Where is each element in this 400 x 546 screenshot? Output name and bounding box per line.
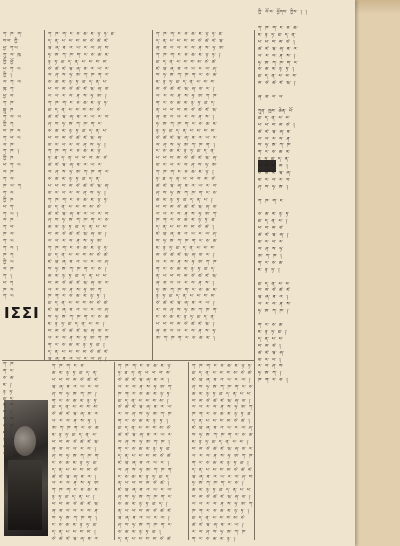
article-column-bottom-3: ཀ་ ཁ་ ག་ ང་ ཅ་ ཆ་ ཇ་ ཉ་ ཏ་ ཐ་ ད་ ན་ པ་ ཕ་ བ་ མ་ ཙ་ ཚ་ ཛ་ ཝ་ ཞ་ ཟ་ འ་ ཡ་ ར་ ལ་ ༑ ཤ་ ས་ ཧ་ ཨ་ ཀ་ ཁ་ ག་ ང་ ཅ་ ཆ་ ཇ་ ཉ་ ཏ་ ཐ་ ད་ ན་ པ་ ཕ་ བ་ མ་ ཙ་ ཚ་ ཛ་ ཝ་ ཞ་ ཟ་ ༑ འ་ ཡ་ ར་ ལ་ ཤ་ ས་ ཧ་ ཨ་ ཀ་ ཁ་ ག་ ང་ ཅ་ ཆ་ ཇ་ ཉ་ ཏ་ ཐ་ ད་ ན་ པ་ ཕ་ བ་ མ་ ཙ་ ཚ་ ༑ ཛ་ ཝ་ ཞ་ ཟ་ འ་ ཡ་ ར་ ལ་ ཤ་ ས་ ཧ་ ཨ་ ཀ་ ཁ་ ག་ ང་ ཅ་ ཆ་ ཇ་ ཉ་ ཏ་ ཐ་ ད་ ན་ པ་ ཕ་ ༑ བ་ མ་ ཙ་ ཚ་ ཛ་ ཝ་ ཞ་ ཟ་ འ་ ཡ་ ར་ ལ་ ཤ་ ས་ ཧ་ ཨ་ ཀ་ ཁ་ ག་ ང་ ཅ་ ཆ་ ཇ་ ཉ་ ཏ་ ཐ་ ༑ ད་ ན་ པ་ ཕ་ བ་ མ་ ཙ་ ཚ་ ཛ་ ཝ་ ཞ་ ཟ་ འ་ ཡ་ ར་ ལ་ ཤ་ ས་ ཧ་ ཨ་ ཀ་ ཁ་ ག་ ང་ ཅ་ ༑ ཆ་ ཇ་ ཉ་ ཏ་ ཐ་ ད་ ན་ པ་ ཕ་ བ་ མ་ ཙ་ ཚ་ ཛ་ ཝ་ ཞ་ ཟ་ ༑ འ་ ཡ་ ར་ ལ་ ཤ་ ས་ ཧ་ ཨ་ ཀ་ ཁ་ ག་ ང་ ཅ་ ཆ་ ཇ་ ཉ་ ཏ་ ༑ ཐ་ ད་ ན་ པ་ ཕ་ བ་ མ་ ཙ་ ཚ་ ཛ་ ཝ་ ཞ་ ཟ་ འ་ ཡ་ ༑ ར་ ལ་ ཤ་ ས་ ཧ་ ཨ་ ཀ་ ཁ་ ག་ ང་ ཅ་ ཆ་ ཇ་ ཉ་ ༑ [192, 364, 254, 542]
column-divider [114, 362, 115, 540]
article-column-bottom-1: ཀ་ ཁ་ ག་ ང་ ཅ་ ཆ་ ཇ་ ཉ་ ཏ་ ཐ་ ད་ ན་ པ་ ཕ་ བ་ མ་ ཙ་ ཚ་ ཛ་ ཝ་ ཞ་ ཟ་ འ་ ཡ་ ར་ ལ་ ཤ་ ས་ ཧ་ ཨ་ ཀ་ ཁ་ ༑ ག་ ང་ ཅ་ ཆ་ ཇ་ ཉ་ ཏ་ ཐ་ ད་ ན་ པ་ ཕ་ བ་ མ་ ཙ་ ཚ་ ཛ་ ཝ་ ཞ་ ཟ་ འ་ ཡ་ ར་ ལ་ ཤ་ ས་ ཧ་ ༑ ཨ་ ཀ་ ཁ་ ག་ ང་ ཅ་ ཆ་ ཇ་ ཉ་ ཏ་ ཐ་ ད་ ན་ པ་ ཕ་ བ་ མ་ ཙ་ ཚ་ ཛ་ ཝ་ ཞ་ ཟ་ འ་ ཡ་ ར་ ལ་ ༑ ཤ་ ས་ ཧ་ ཨ་ ཀ་ ཁ་ ག་ ང་ ཅ་ ཆ་ ཇ་ ཉ་ ཏ་ ཐ་ ད་ ན་ པ་ ཕ་ བ་ མ་ ཙ་ ཚ་ ཛ་ ཝ་ ཞ་ ཟ་ འ་ ༑ ཡ་ ར་ ལ་ ཤ་ ས་ ཧ་ ཨ་ ཀ་ ཁ་ ག་ ང་ ཅ་ ཆ་ ཇ་ ཉ་ ཏ་ ཐ་ ད་ ན་ པ་ ༑ ཕ་ བ་ མ་ ཙ་ ཚ་ ཛ་ ཝ་ ཞ་ ཟ་ འ་ ཡ་ ར་ ལ་ ཤ་ ས་ ཧ་ ཨ་ ཀ་ ཁ་ ག་ ༑ ང་ ཅ་ ཆ་ ཇ་ ཉ་ ཏ་ ཐ་ ད་ ན་ པ་ ཕ་ བ་ མ་ ༑ ཙ་ ཚ་ ཛ་ ཝ་ ཞ་ ཟ་ འ་ [52, 364, 100, 542]
column-divider [44, 30, 45, 360]
article-column-mid: ཀ་ ཁ་ ག་ ང་ ཅ་ ཆ་ ཇ་ ཉ་ ཏ་ ཐ་ ད་ ན་ པ་ ཕ་ བ་ མ་ ཙ་ ཚ་ ཛ་ ཝ་ ཞ་ ཟ་ འ་ ཡ་ ར་ ལ་ ཤ་ ས་ ཧ་ ཨ་ ཀ་ ཁ་ ག་ ང་ ཅ་ ཆ་ ཇ་ ཉ་ ཏ་ ཐ་ ད་ ན་ པ་ ཕ་ བ་ མ་ ཙ་ ཚ་ ཛ་ ཝ་ ཞ་ ཟ་ འ་ ཡ་ ར་ ལ་ ཤ་ ས་ ཧ་ ཨ་ ཀ་ ཁ་ ག་ ང་ ཅ་ ཆ་ ཇ་ ཉ་ ཏ་ ཐ་ ད་ ན་ པ་ ཕ་ བ་ མ་ ཙ་ ཚ་ ཛ་ ཝ་ ཞ་ ཟ་ འ་ ཡ་ ར་ ལ་ ཤ་ ས་ ཧ་ ཨ་ ༑ ཀ་ ཁ་ ག་ ང་ ཅ་ ཆ་ ཇ་ ཉ་ ཏ་ ཐ་ ད་ ན་ པ་ ཕ་ བ་ མ་ ཙ་ ཚ་ ཛ་ ཝ་ ཞ་ ཟ་ འ་ ཡ་ ར་ ལ་ ཤ་ ས་ ཧ་ ཨ་ ཀ་ ཁ་ ག་ ང་ ཅ་ ཆ་ ཇ་ ཉ་ ཏ་ ཐ་ ད་ ན་ པ་ ཕ་ བ་ མ་ ཙ་ ཚ་ ཛ་ ཝ་ ཞ་ ཟ་ འ་ ཡ་ ར་ ལ་ ཤ་ ས་ ཧ་ ༑ ཀ་ ཁ་ ག་ ང་ ཅ་ ཆ་ ཇ་ ཉ་ ཏ་ ཐ་ ད་ ན་ པ་ ཕ་ བ་ མ་ ཙ་ ཚ་ ཛ་ ཝ་ ཞ་ ཟ་ འ་ ཡ་ ར་ ལ་ ཤ་ ས་ ཧ་ ཨ་ ཀ་ ཁ་ ག་ ང་ ཅ་ ཆ་ ཇ་ ཉ་ ཏ་ ཐ་ ད་ ན་ པ་ ཕ་ བ་ མ་ ཙ་ ཚ་ ཛ་ ཝ་ ཞ་ ཟ་ འ་ ཡ་ ར་ ལ་ ཤ་ ས་ ཧ་ ༑ ཀ་ ཁ་ ག་ ང་ ཅ་ ཆ་ ཇ་ ཉ་ ཏ་ ཐ་ ད་ ན་ པ་ ཕ་ བ་ མ་ ཙ་ ཚ་ ཛ་ ཝ་ ཞ་ ཟ་ འ་ ཡ་ ར་ ལ་ ཤ་ ས་ ཧ་ ཨ་ ཀ་ ཁ་ ག་ ང་ ཅ་ ཆ་ ཇ་ ཉ་ ཏ་ ཐ་ ད་ ན་ པ་ ཕ་ བ་ མ་ ཙ་ ཚ་ ཛ་ ཝ་ ཞ་ ཟ་ ༑ འ་ ཡ་ ར་ ལ་ ཤ་ ས་ ཧ་ ཨ་ ཀ་ ཁ་ ག་ ང་ ཅ་ ཆ་ ཇ་ ཉ་ ཏ་ ཐ་ ད་ ན་ པ་ ཕ་ བ་ མ་ ཙ་ ཚ་ ཛ་ ཝ་ ཞ་ ཟ་ འ་ ཡ་ ར་ ལ་ ཤ་ ས་ ཧ་ ཨ་ ཀ་ ཁ་ ག་ ང་ ཅ་ ༑ ཆ་ ཇ་ ཉ་ ཏ་ ཐ་ ད་ ན་ པ་ ཕ་ བ་ མ་ ཙ་ ཚ་ ཛ་ ཝ་ ཞ་ ཟ་ འ་ ཡ་ ར་ ལ་ ཤ་ ས་ ཧ་ ཨ་ ཀ་ ཁ་ ག་ ང་ ཅ་ ཆ་ ཇ་ ཉ་ ཏ་ ༑ ཐ་ ད་ ན་ པ་ ཕ་ བ་ མ་ ཙ་ ཚ་ ཛ་ ཝ་ ཞ་ ཟ་ འ་ ཡ་ ར་ ལ་ ཤ་ ས་ ཧ་ ཨ་ ཀ་ ཁ་ ག་ ང་ ཅ་ ཆ་ ཇ་ ཉ་ ཏ་ ཐ་ ད་ ན་ པ་ ཕ་ ༑ བ་ མ་ ཙ་ ཚ་ ཛ་ ཝ་ ཞ་ ཟ་ འ་ ཡ་ ར་ ལ་ ཤ་ ས་ ཧ་ ཨ་ ཀ་ ཁ་ ག་ ང་ ཅ་ ཆ་ ཇ་ ཉ་ ཏ་ ཐ་ ༑ ད་ ན་ པ་ ཕ་ བ་ མ་ ཙ་ ཚ་ ཛ་ [48, 32, 115, 355]
article-column-bottom-2: ཀ་ ཁ་ ག་ ང་ ཅ་ ཆ་ ཇ་ ཉ་ ཏ་ ཐ་ ད་ ན་ པ་ ཕ་ བ་ མ་ ཙ་ ཚ་ ཛ་ ཝ་ ཞ་ ཟ་ འ་ ༑ ཡ་ ར་ ལ་ ཤ་ ས་ ཧ་ ཨ་ ཀ་ ཁ་ ག་ ང་ ཅ་ ཆ་ ཇ་ ཉ་ ཏ་ ཐ་ ད་ ན་ པ་ ཕ་ བ་ མ་ ༑ ཙ་ ཚ་ ཛ་ ཝ་ ཞ་ ཟ་ འ་ ཡ་ ར་ ལ་ ཤ་ ས་ ཧ་ ཨ་ ཀ་ ཁ་ ག་ ང་ ཅ་ ཆ་ ཇ་ ཉ་ ཏ་ ༑ ཐ་ ད་ ན་ པ་ ཕ་ བ་ མ་ ཙ་ ཚ་ ཛ་ ཝ་ ཞ་ ཟ་ འ་ ཡ་ ར་ ལ་ ཤ་ ས་ ཧ་ ཨ་ ཀ་ ཁ་ ༑ ག་ ང་ ཅ་ ཆ་ ཇ་ ཉ་ ཏ་ ཐ་ ད་ ན་ པ་ ཕ་ བ་ མ་ ཙ་ ཚ་ ཛ་ ཝ་ ཞ་ ཟ་ འ་ ཡ་ ར་ ༑ ལ་ ཤ་ ས་ ཧ་ ཨ་ ཀ་ ཁ་ ག་ ང་ ཅ་ ཆ་ ཇ་ ཉ་ ཏ་ ཐ་ ད་ ན་ པ་ ཕ་ བ་ མ་ ཙ་ ཚ་ ༑ ཛ་ ཝ་ ཞ་ ཟ་ འ་ ཡ་ ར་ ལ་ ཤ་ ས་ ཧ་ ཨ་ ཀ་ ཁ་ ག་ ང་ ཅ་ ཆ་ ཇ་ ཉ་ ཏ་ ཐ་ ད་ ༑ ན་ པ་ ཕ་ བ་ མ་ ཙ་ ཚ་ ཛ་ ཝ་ ཞ་ ཟ་ འ་ ཡ་ ར་ ལ་ ༑ ཤ་ ས་ ཧ་ ཨ་ ཀ་ ཁ་ ག་ ང་ ཅ་ ཆ་ ཇ་ ཉ་ ཏ་ ཐ་ ༑ ད་ ན་ པ་ ཕ་ བ་ མ་ ཙ་ ཚ་ [118, 364, 173, 542]
column-divider [254, 30, 255, 540]
portrait-body [8, 460, 42, 530]
column-divider [188, 362, 189, 540]
article-column-far-left: ཀ་ ཁ་ ག་ ས་བ་ ཀྱི་ ཕྱ་ ཀ་ཡ ཀུ་ ལ་ ཁུ ཀྱི་ ཕྱོ་ པ་ ཀ་ ཡ ཀྱི་ ༑ ལ་ ཀ་ ལ ཁུ་ ཀ་ ཕྱ་ ལ་ ཀ་ ཁ་ སྐུ་ ཁ ཀ་ ལ་ ཡ ཀྱི་ ཀ བ་ ཁ་ ལ ཀ་ ཕ་ ཡ ལ་ ཁ་ ཀ་ ཁ་ ༑ ཀྱི་ ཁ ཕ་ ཀ་ ཡ ལ་ ཁ་ ཀ་ ལ་ ཁ་ ཡ་ ཀ ཀ་ ལ ཀྱི་ ཁ ཕ་ ཀ་ ཀ་ ཡ ༑ ལ་ ཁ ཀ་ ཕ་ ཁ་ ལ་ ཀ་ ཡ ཀ་ ལ ༑ ཁ་ ཀ ཀྱི་ ཡ ལ་ ཁ་ ཀ་ ༑ ཕ་ ཀ ཁ་ ལ ཀ་ ཡ [3, 32, 22, 300]
headline: ΙΣΣΙ [4, 304, 40, 322]
caption-left: ཀ་ ཁ་ ག་ ང་ ཅ་ ཆ་ ཇ་ ༑ ཉ་ ཏ་ ཐ་ ད་ ན་ པ་ ཕ་ ༑ བ་ མ་ ཙ་ ཚ་ ཛ་ ༑ ཝ་ ཞ་ ཟ་ འ་ ཡ་ ༑ [3, 362, 15, 457]
underlying-sheet [348, 0, 400, 546]
portrait-face [14, 426, 36, 456]
article-column-sidebar: ཀ་ ཁ་ ག་ ང་ ཅ་ ཆ་ ཇ་ ཉ་ ཏ་ ཐ་ ད་ ན་ པ་ ཕ་ བ་ མ་ ཙ་ ༑ ཚ་ ཛ་ ཝ་ ཞ་ ཟ་ འ་ ཡ་ ར་ ལ་ ཤ་ ས་ ༑ ཧ་ ཨ་ ཀ་ ཁ་ ག་ ང་ ཅ་ ཆ་ ཇ་ ཉ་ ཏ་ ༑ ཐ་ ད་ ན་ པ་ ཕ་ བ་ མ་ ཙ་ ཚ་ ཛ་ ཝ་ ༑ ཞ་ ཟ་ འ་ ཡ་ ཀུན་ ཁྱབ་ ཆེན་ པོ་ ཐ་ ད་ ན་ པ་ ཕ་ པ་ ཕ་ བ་ མ་ ཙ་ ༑ ཚ་ ཛ་ ཝ་ ཞ་ ཟ་ འ་ ཡ་ ར་ ལ་ ཤ་ ས་ ཧ་ ཨ་ ཀ་ ཁ་ ག་ ང་ ཅ་ ཆ་ ཇ་ ཉ་ ཏ་ ཐ་ ད་ ན་ པ་ ཕ་ བ་ མ་ ༑ ཙ་ ཚ་ ཛ་ ཝ་ ཞ་ ཟ་ འ་ ཡ་ ར་ ལ་ ཤ་ ས་ ཧ་ ཨ་ ༑ ཀ་ ཁ་ ག་ ང་ ཅ་ ཆ་ ཇ་ ཉ་ ཏ་ ཐ་ ད་ ན་ པ་ ༑ ཕ་ བ་ མ་ ཙ་ ཚ་ ཛ་ ཝ་ ཞ་ ༑ ཟ་ འ་ ཡ་ ར་ ལ་ ཤ་ ས་ ཧ་ ཨ་ ཀ་ ཁ་ ༑ ག་ ང་ ཅ་ ཆ་ ཇ་ ཉ་ ཏ་ ༑ ཐ་ ད་ ན་ པ་ ཕ་ བ་ མ་ ཙ་ ཚ་ ཛ་ ཝ་ ཞ་ ཟ་ འ་ ༑ ཡ་ ར་ ལ་ ཤ་ ས་ ཧ་ ཨ་ ཀ་ ཁ་ ༑ ག་ ང་ ཅ་ ཆ་ ཇ་ ཉ་ ཏ་ ཐ་ ༑ ད་ ན་ པ་ ཕ་ བ་ མ་ ཙ་ ༑ ཚ་ ཛ་ ཝ་ ཞ་ ཟ་ འ་ ཡ་ ༑ ར་ ལ་ ཤ་ ས་ ཧ་ ཨ་ ཀ་ ༑ ཁ་ ག་ ང་ ཅ་ ༑ [258, 26, 298, 384]
top-strip-text: ཀྱི་ ལོ་བ་ ཕྱོགས་ ཀྱིས་ ༑ ༑ [258, 10, 308, 15]
section-divider [2, 360, 254, 361]
article-column-right: ཀ་ ཁ་ ག་ ང་ ཅ་ ཆ་ ཇ་ ཉ་ ཏ་ ཐ་ ད་ ན་ པ་ ཕ་ བ་ མ་ ཙ་ ཚ་ ཛ་ ཝ་ ཞ་ ཟ་ འ་ ཡ་ ར་ ལ་ ཤ་ ས་ ཧ་ ཨ་ ཀ་ ཁ་ ག་ ང་ ཅ་ ཆ་ ཇ་ ཉ་ ཏ་ ༑ ཐ་ ད་ ན་ པ་ ཕ་ བ་ མ་ ཙ་ ཚ་ ཛ་ ཝ་ ཞ་ ཟ་ འ་ ཡ་ ར་ ལ་ ཤ་ ས་ ཧ་ ཨ་ ཀ་ ཁ་ ག་ ང་ ཅ་ ཆ་ ཇ་ ཉ་ ཏ་ ཐ་ ད་ ན་ པ་ ཕ་ བ་ མ་ ཙ་ ཚ་ ཛ་ ཝ་ ཞ་ ཟ་ འ་ ༑ ཡ་ ར་ ལ་ ཤ་ ས་ ཧ་ ཨ་ ཀ་ ཁ་ ག་ ང་ ཅ་ ཆ་ ཇ་ ཉ་ ཏ་ ཐ་ ད་ ན་ པ་ ཕ་ བ་ མ་ ཙ་ ཚ་ ཛ་ ཝ་ ཞ་ ཟ་ འ་ ཡ་ ར་ ལ་ ཤ་ ས་ ༑ ཧ་ ཨ་ ཀ་ ཁ་ ག་ ང་ ཅ་ ཆ་ ཇ་ ཉ་ ཏ་ ཐ་ ད་ ན་ པ་ ཕ་ བ་ མ་ ཙ་ ཚ་ ཛ་ ཝ་ ཞ་ ཟ་ འ་ ཡ་ ར་ ལ་ ཤ་ ས་ ཧ་ ཨ་ ཀ་ ཁ་ ག་ ༑ ང་ ཅ་ ཆ་ ཇ་ ཉ་ ཏ་ ཐ་ ད་ ན་ པ་ ཕ་ བ་ མ་ ཙ་ ཚ་ ཛ་ ཝ་ ཞ་ ཟ་ འ་ ཡ་ ར་ ལ་ ཤ་ ས་ ཧ་ ཨ་ ཀ་ ཁ་ ག་ ང་ ཅ་ ཆ་ ཇ་ ཉ་ ༑ ཏ་ ཐ་ ད་ ན་ པ་ ཕ་ བ་ མ་ ཙ་ ཚ་ ཛ་ ཝ་ ཞ་ ཟ་ འ་ ཡ་ ར་ ལ་ ཤ་ ས་ ཧ་ ཨ་ ཀ་ ཁ་ ག་ ང་ ཅ་ ཆ་ ཇ་ ཉ་ ཏ་ ཐ་ ད་ ན་ པ་ ༑ ཕ་ བ་ མ་ ཙ་ ཚ་ ཛ་ ཝ་ ཞ་ ཟ་ འ་ ཡ་ ར་ ལ་ ཤ་ ས་ ཧ་ ཨ་ ཀ་ ཁ་ ག་ ང་ ཅ་ ཆ་ ཇ་ ཉ་ ཏ་ ཐ་ ད་ ན་ པ་ ཕ་ བ་ མ་ ཙ་ ཚ་ ༑ ཛ་ ཝ་ ཞ་ ཟ་ འ་ ཡ་ ར་ ལ་ ཤ་ ས་ ཧ་ ཨ་ ཀ་ ཁ་ ག་ ང་ ཅ་ ཆ་ ཇ་ ཉ་ ཏ་ ཐ་ ད་ ན་ པ་ ཕ་ བ་ མ་ ཙ་ ཚ་ ཛ་ ཝ་ ཞ་ ཟ་ འ་ ༑ ཡ་ ར་ ལ་ ཤ་ ས་ ཧ་ ཨ་ ཀ་ ཁ་ ག་ ང་ ཅ་ ཆ་ ཇ་ ཉ་ ཏ་ ཐ་ ད་ ན་ པ་ ཕ་ བ་ མ་ ཙ་ ཚ་ ཛ་ ཝ་ ཞ་ ཟ་ འ་ ཡ་ ར་ ལ་ ཤ་ ས་ ༑ ཧ་ ཨ་ ཀ་ ཁ་ ག་ ང་ ཅ་ ཆ་ ཇ་ ཉ་ ཏ་ ཐ་ ད་ ན་ པ་ ཕ་ བ་ མ་ ཙ་ ཚ་ ཛ་ ཝ་ ཞ་ ཟ་ འ་ ཡ་ ༑ ར་ ལ་ ཤ་ ས་ ཧ་ ཨ་ ཀ་ ཁ་ ག་ ང་ ཅ་ ཆ་ ཇ་ ཉ་ ཏ་ ཐ་ ད་ ན་ པ་ ཕ་ བ་ མ་ ཙ་ ཚ་ ཛ་ ཝ་ ༑ ཞ་ ཟ་ འ་ ཡ་ ར་ ལ་ ཤ་ ས་ ཧ་ ཨ་ ཀ་ ཁ་ ག་ ང་ ཅ་ ཆ་ ཇ་ ༑ [156, 32, 225, 341]
column-divider [152, 30, 153, 360]
